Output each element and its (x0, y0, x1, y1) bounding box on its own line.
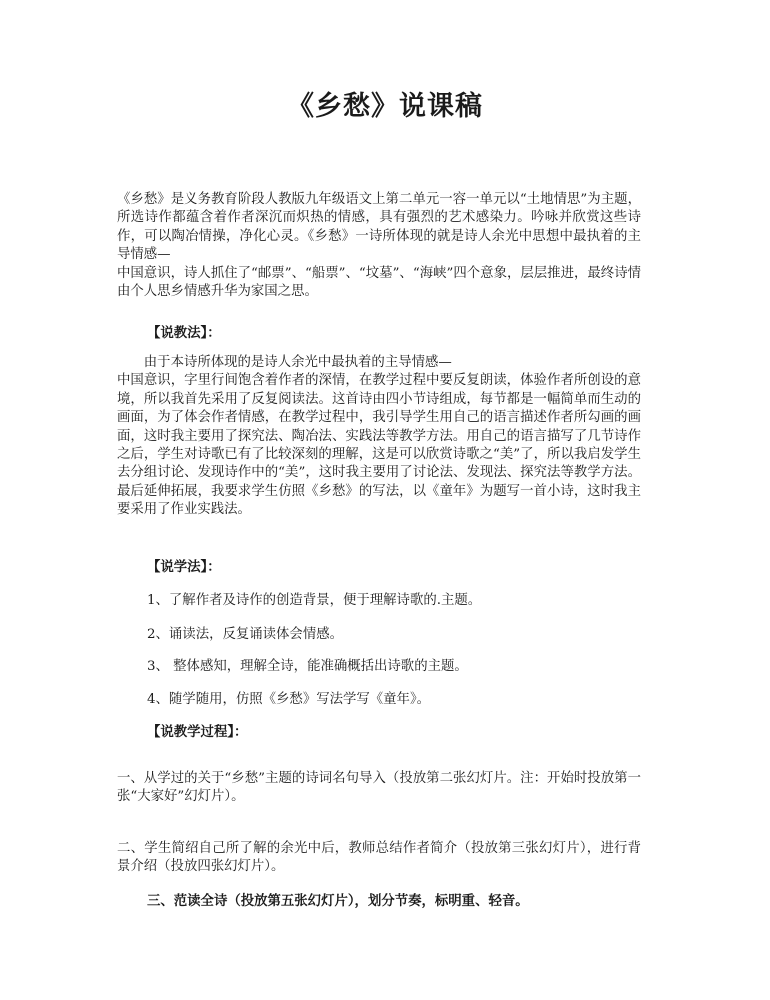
intro-text: 《乡愁》是义务教育阶段人教版九年级语文上第二单元一容一单元以“土地情思”为主题，所选诗作都蕴含着作者深沉而炽热的情感，具有强烈的艺术感染力。吟咏并欣赏这些诗作，可以陶冶情操，净化心灵。《乡愁》一诗所体现的就是诗人余光中思想中最执着的主导情感— (117, 192, 641, 263)
study-item: 4、随学随用，仿照《乡愁》写法学写《童年》。 (147, 692, 431, 707)
process-step-2: 二、学生简绍自己所了解的余光中后，教师总结作者简介（投放第三张幻灯片），进行背景介绍（投放四张幻灯片）。 (117, 841, 641, 875)
study-method-heading: 【说学法】： (147, 559, 221, 575)
study-item: 2、诵读法，反复诵读体会情感。 (147, 627, 343, 642)
teaching-process-heading: 【说教学过程】： (147, 724, 248, 740)
method-first-line: 由于本诗所体现的是诗人余光中最执着的主导情感— (143, 355, 452, 370)
process-step-3: 三、范读全诗（投放第五张幻灯片），划分节奏，标明重、轻音。 (147, 893, 529, 909)
study-item: 1、了解作者及诗作的创造背景，便于理解诗歌的.主题。 (147, 593, 482, 608)
intro-continuation: 中国意识，诗人抓住了“邮票”、“船票”、“坟墓”、“海峡”四个意象，层层推进，最终诗情由个人思乡情感升华为家国之思。 (117, 265, 641, 300)
study-item: 3、 整体感知，理解全诗，能准确概括出诗歌的主题。 (147, 659, 468, 674)
document-title: 《乡愁》说课稿 (287, 91, 483, 122)
teaching-method-paragraph (117, 354, 641, 520)
teaching-method-heading: 【说教法】： (147, 325, 221, 341)
method-body: 中国意识，字里行间饱含着作者的深情，在教学过程中要反复朗读，体验作者所创设的意境，所以我首先采用了反复阅读法。这首诗由四小节诗组成，每节都是一幅简单而生动的画面，为了体会作者情感，在教学过程中，我引导学生用自己的语言描述作者所勾画的画面，这时我主要用了探究法、陶冶法、实践法等教学方法。用自己的语言描写了几节诗作之后，学生对诗歌已有了比较深刻的理解，这是可以欣赏诗歌之“美”了，所以我启发学生去分组讨论、发现诗作中的“美”，这时我主要用了讨论法、发现法、探究法等教学方法。最后延伸拓展，我要求学生仿照《乡愁》的写法，以《童年》为题写一首小诗，这时我主要采用了作业实践法。 (117, 373, 641, 518)
process-step-1: 一、从学过的关于“乡愁”主题的诗词名句导入（投放第二张幻灯片。注：开始时投放第一张“大家好”幻灯片）。 (117, 771, 641, 805)
intro-paragraph (117, 191, 641, 301)
